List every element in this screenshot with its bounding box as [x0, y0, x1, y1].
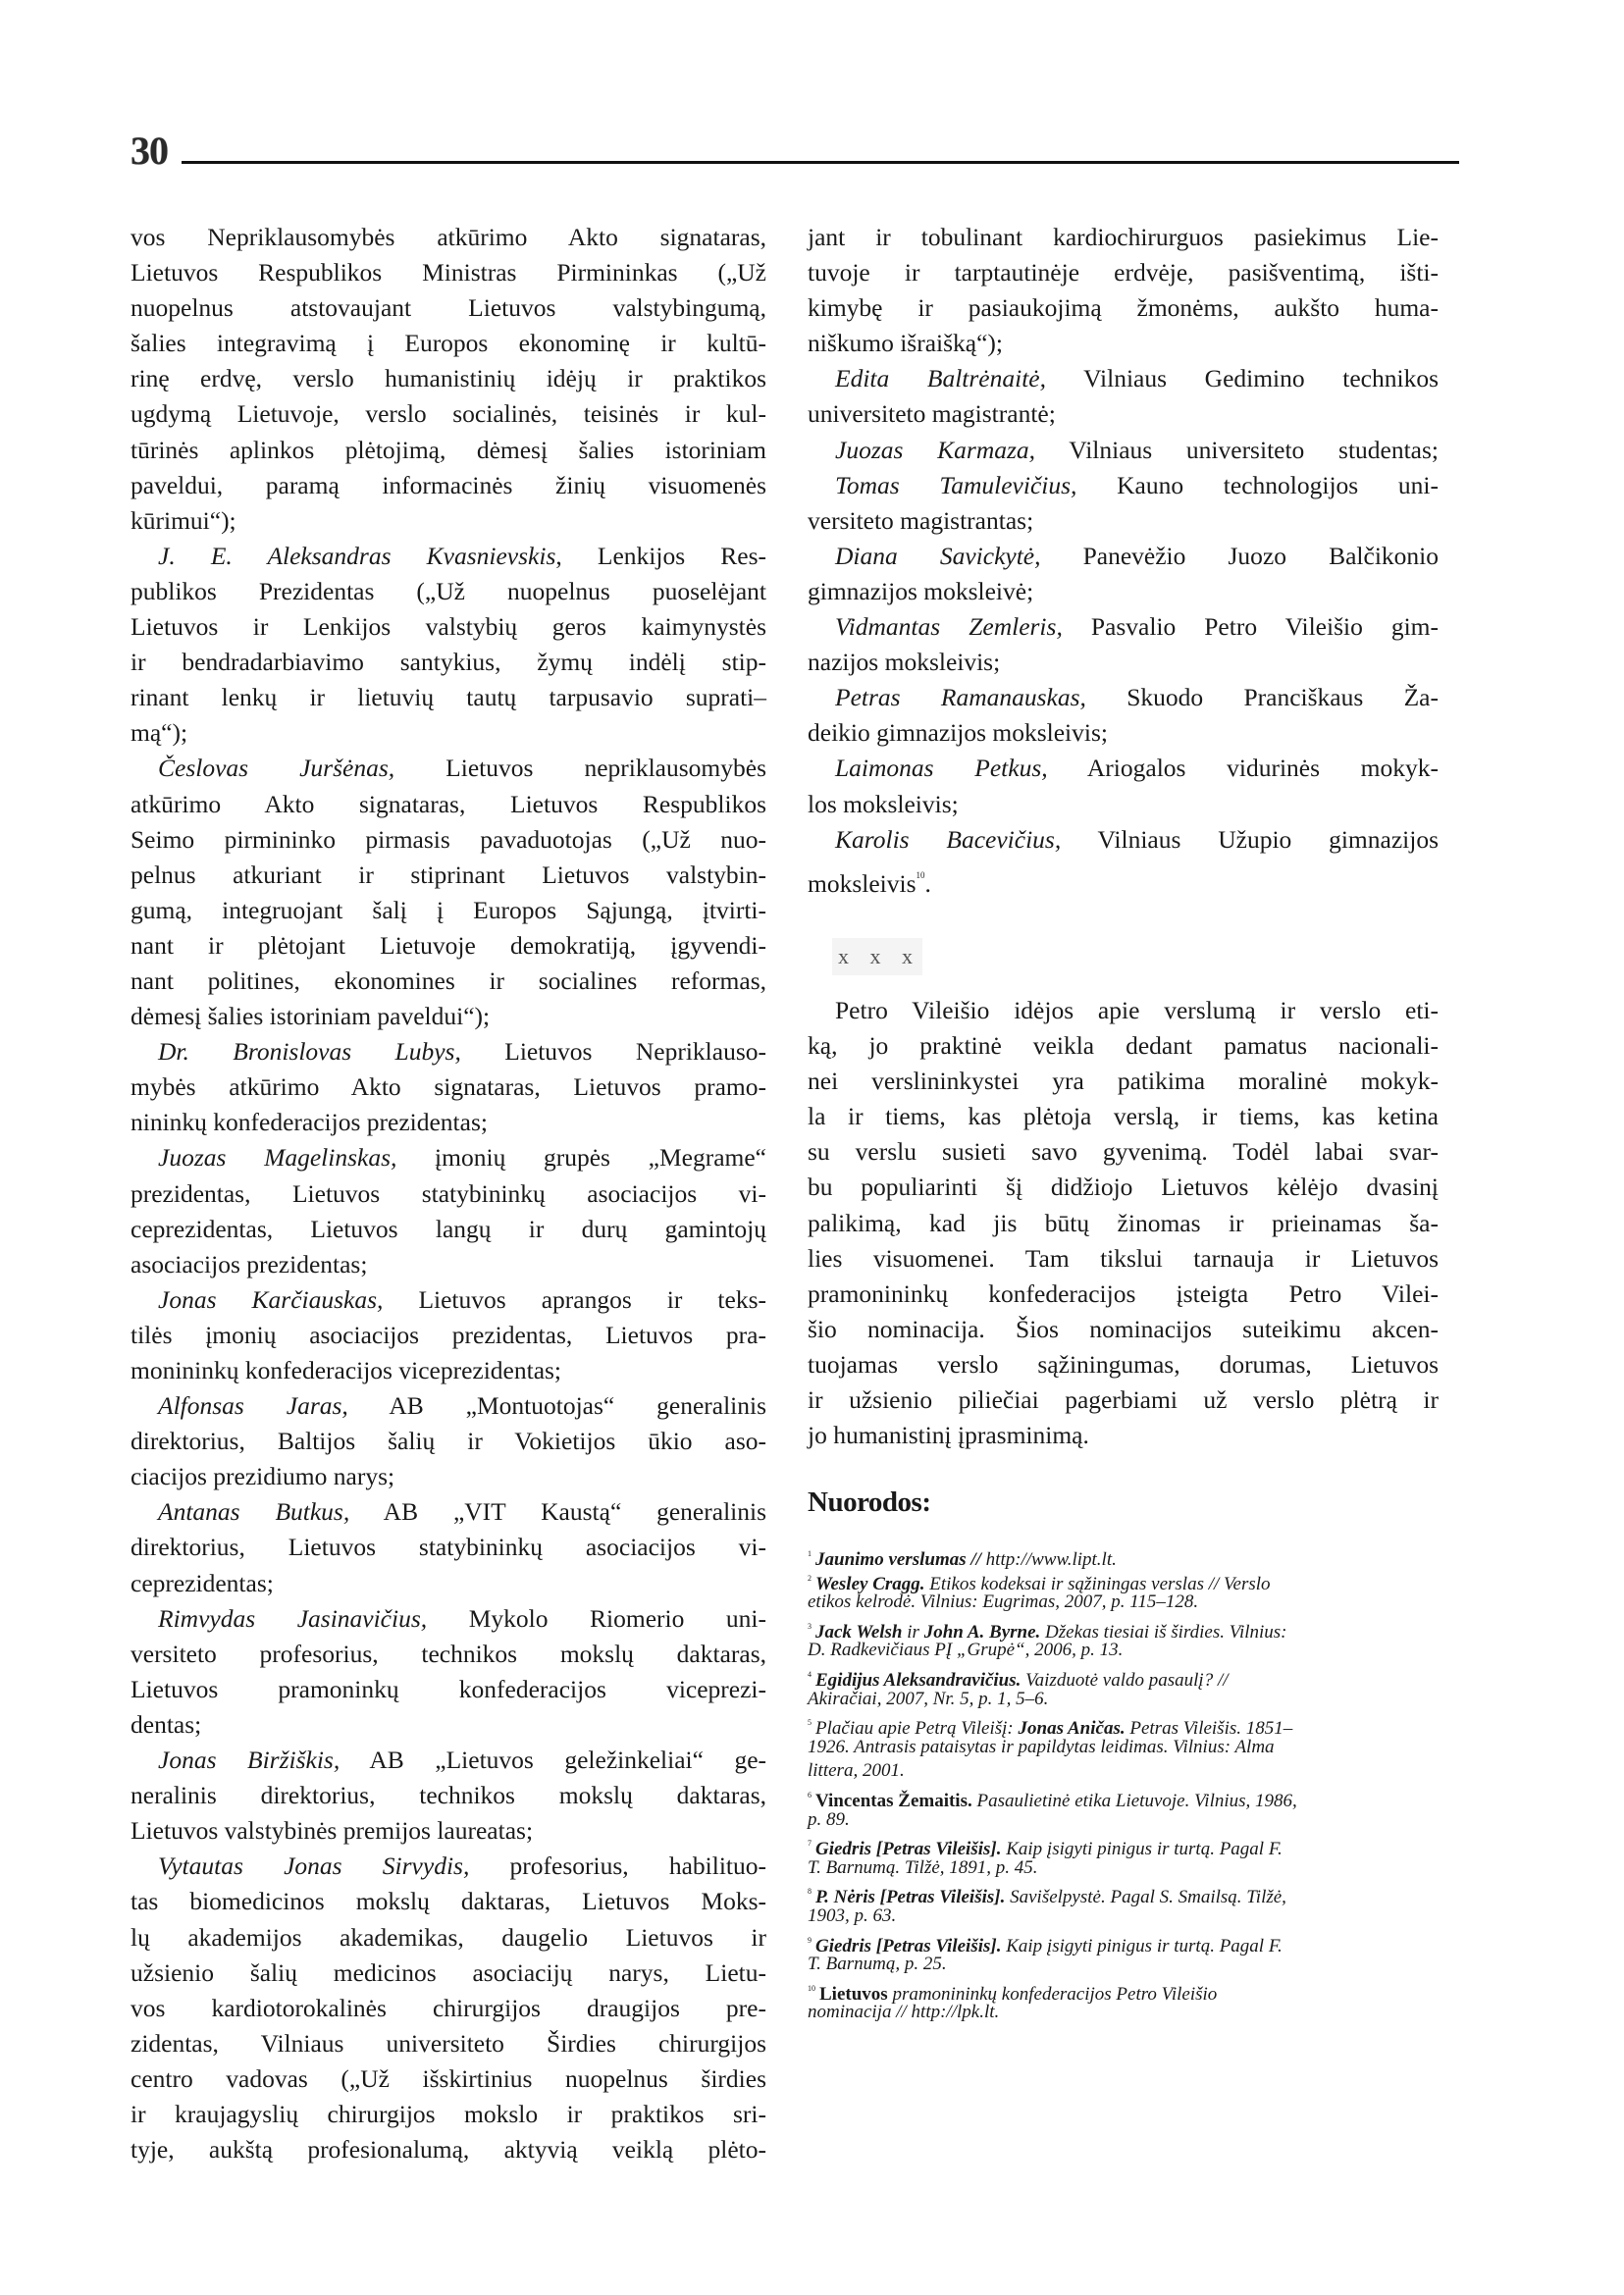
reference-text: p. 89. [808, 1808, 850, 1830]
reference-author: Giedris [Petras Vileišis]. [815, 1839, 1002, 1860]
line-text: direktorius, Baltijos šalių ir Vokietijos ūkio aso- [131, 1427, 766, 1456]
line-text: niškumo išraišką“); [808, 329, 1004, 358]
text-line [131, 751, 766, 786]
line-text: atkūrimo Akto signataras, Lietuvos Respublikos [131, 789, 766, 818]
reference-text: Džekas tiesiai iš širdies. Vilnius: [1040, 1621, 1287, 1643]
reference-line [808, 1856, 1436, 1881]
line-text: moksleivis [808, 868, 917, 898]
reference-author: Wesley Cragg. [815, 1573, 925, 1594]
text-line [808, 396, 1439, 432]
line-text: kimybę ir pasiaukojimą žmonėms, aukšto huma- [808, 293, 1439, 323]
person-name: Vidmantas Zemleris, [835, 612, 1063, 642]
reference-line [808, 1567, 1436, 1594]
line-text: nei verslininkystei yra patikima moralinė mokyk- [808, 1067, 1439, 1096]
line-text: ceprezidentas; [131, 1568, 274, 1597]
reference-text: T. Barnumą, p. 25. [808, 1954, 947, 1975]
text-line [808, 1241, 1439, 1277]
text-line [808, 290, 1439, 326]
reference-number: 8 [808, 1887, 812, 1897]
text-line [131, 999, 766, 1034]
text-line [808, 1206, 1439, 1241]
person-name: Diana Savickytė, [835, 541, 1041, 570]
text-line [131, 433, 766, 468]
line-text: Ariogalos vidurinės mokyk- [1047, 754, 1440, 783]
line-text: tuvoje ir tarptautinėje erdvėje, pasišventimą, išti- [808, 258, 1439, 287]
line-text: asociacijos prezidentas; [131, 1249, 368, 1278]
text-line [131, 503, 766, 539]
text-line [808, 1277, 1439, 1312]
text-line [131, 787, 766, 822]
line-text: Mykolo Riomerio uni- [427, 1603, 766, 1633]
line-text: neralinis direktorius, technikos mokslų daktaras, [131, 1781, 766, 1810]
text-line [131, 680, 766, 715]
reference-author: Egidijus Aleksandravičius. [815, 1669, 1022, 1691]
line-text: Panevėžio Juozo Balčikonio [1040, 541, 1439, 570]
line-text: nuopelnus atstovaujant Lietuvos valstybingumą, [131, 293, 766, 323]
person-name: Jonas Biržiškis, [158, 1746, 341, 1775]
line-text: su verslu susieti savo gyvenimą. Todėl labai svar- [808, 1137, 1439, 1167]
reference-author: P. Nėris [Petras Vileišis]. [815, 1887, 1006, 1908]
text-line [131, 1991, 766, 2026]
text-line [808, 1312, 1439, 1347]
line-text: nininkų konfederacijos prezidentas; [131, 1108, 488, 1137]
reference-author: Giedris [Petras Vileišis]. [815, 1935, 1002, 1956]
line-text: tūrinės aplinkos plėtojimą, dėmesį šalies istoriniam [131, 435, 766, 464]
line-text: Lietuvos pramoninkų konfederacijos viceprezi- [131, 1674, 766, 1703]
text-line [131, 2132, 766, 2167]
line-text: deikio gimnazijos moksleivis; [808, 718, 1108, 748]
reference-text: 1903, p. 63. [808, 1904, 897, 1926]
line-text: Petro Vileišio idėjos apie verslumą ir verslo eti- [835, 996, 1439, 1024]
text-line [808, 1347, 1439, 1382]
text-line [808, 255, 1439, 290]
person-name: Laimonas Petkus, [835, 754, 1048, 783]
line-text: jant ir tobulinant kardiochirurguos pasiekimus Lie- [808, 223, 1439, 251]
text-line [131, 1247, 766, 1282]
person-name: Juozas Karmaza, [835, 435, 1036, 464]
references-heading: Nuorodos: [808, 1487, 931, 1518]
text-line [131, 1778, 766, 1813]
line-text: gimnazijos moksleivė; [808, 576, 1034, 605]
line-text: gumą, integruojant šalį į Europos Sąjungą, įtvirti- [131, 895, 766, 924]
line-text: vos kardiotorokalinės chirurgijos draugijos pre- [131, 1993, 766, 2022]
line-text: AB „Montuotojas“ generalinis [347, 1391, 767, 1421]
line-text: ugdymą Lietuvoje, verslo socialinės, teisinės ir kul- [131, 399, 766, 429]
text-line [131, 1707, 766, 1743]
reference-number: 6 [808, 1790, 812, 1799]
text-line [131, 893, 766, 928]
line-text: ir užsienio piliečiai pagerbiami už verslo plėtrą ir [808, 1385, 1439, 1415]
text-line [808, 539, 1439, 574]
line-text: ir bendradarbiavimo santykius, žymų indėlį stip- [131, 648, 766, 677]
text-line [131, 609, 766, 645]
reference-line [808, 1977, 1436, 2005]
reference-text: Akiračiai, 2007, Nr. 5, p. 1, 5–6. [808, 1688, 1049, 1709]
person-name: Dr. Bronislovas Lubys, [158, 1037, 461, 1067]
text-line [131, 220, 766, 255]
reference-text: littera, 2001. [808, 1760, 905, 1782]
text-line [131, 715, 766, 751]
line-text: kūrimui“); [131, 505, 236, 535]
text-line [131, 1743, 766, 1778]
reference-text: ir [902, 1621, 924, 1643]
line-text: Lietuvos aprangos ir teks- [383, 1284, 766, 1314]
line-text: Lietuvos Nepriklauso- [460, 1037, 766, 1067]
text-line [131, 1566, 766, 1601]
line-text: mybės atkūrimo Akto signataras, Lietuvos pramo- [131, 1072, 766, 1102]
text-line [131, 1459, 766, 1494]
text-line [808, 574, 1439, 609]
line-text: ciacijos prezidiumo narys; [131, 1462, 395, 1491]
text-line [131, 1813, 766, 1849]
text-line [131, 822, 766, 858]
line-text: Lietuvos valstybinės premijos laureatas; [131, 1816, 534, 1846]
reference-number: 7 [808, 1839, 812, 1849]
text-line [131, 468, 766, 503]
text-line [808, 433, 1439, 468]
text-line [131, 2061, 766, 2097]
line-text: tas biomedicinos mokslų daktaras, Lietuvos Moks- [131, 1887, 766, 1916]
line-text: Kauno technologijos uni- [1076, 470, 1439, 499]
reference-author: Jaunimo verslumas // [815, 1549, 981, 1570]
reference-text: T. Barnumą. Tilžė, 1891, p. 45. [808, 1856, 1038, 1878]
text-line [131, 1849, 766, 1884]
text-line [131, 574, 766, 609]
text-line [131, 2097, 766, 2132]
section-separator: x x x [832, 938, 922, 975]
line-text: šio nominacija. Šios nominacijos suteikimu akcen- [808, 1314, 1439, 1343]
line-text: AB „Lietuvos geležinkeliai“ ge- [340, 1746, 766, 1775]
text-line [131, 645, 766, 680]
text-line [131, 1530, 766, 1565]
text-line [131, 1672, 766, 1707]
page-number: 30 [131, 129, 168, 173]
reference-number: 4 [808, 1669, 812, 1679]
reference-line [808, 1663, 1436, 1691]
text-line [808, 361, 1439, 396]
line-text: dėmesį šalies istoriniam paveldui“); [131, 1002, 491, 1031]
reference-line [808, 1542, 1436, 1570]
line-text: lies visuomenei. Tam tikslui tarnauja ir Lietuvos [808, 1243, 1439, 1273]
line-text: nazijos moksleivis; [808, 648, 1001, 677]
text-line [808, 468, 1439, 503]
reference-text: etikos kelrodė. Vilnius: Eugrimas, 2007, p. 115–128. [808, 1591, 1199, 1613]
line-text: AB „VIT Kaustą“ generalinis [349, 1497, 766, 1527]
line-text: profesorius, habilituo- [469, 1852, 767, 1881]
text-line [808, 1382, 1439, 1418]
text-line [131, 1105, 766, 1140]
text-line [808, 609, 1439, 645]
line-text: ceprezidentas, Lietuvos langų ir durų gamintojų [131, 1214, 766, 1243]
text-line [808, 1170, 1439, 1205]
line-text: įmonių grupės „Megrame“ [396, 1143, 767, 1173]
text-line [131, 1069, 766, 1105]
reference-text[interactable]: http://www.lipt.lt. [980, 1549, 1117, 1570]
reference-number: 3 [808, 1621, 812, 1631]
text-line [131, 1956, 766, 1991]
reference-line [808, 1639, 1436, 1663]
line-text: vos Nepriklausomybės atkūrimo Akto signataras, [131, 223, 766, 251]
reference-line [808, 1904, 1436, 1929]
text-line [131, 1176, 766, 1212]
text-line [808, 787, 1439, 822]
line-text: monininkų konfederacijos viceprezidentas; [131, 1356, 562, 1384]
right-column-honorees [808, 220, 1440, 898]
line-text: versiteto magistrantas; [808, 505, 1034, 535]
text-line [808, 220, 1439, 255]
reference-line [808, 1615, 1436, 1643]
line-text: Vilniaus universiteto studentas; [1035, 435, 1440, 464]
reference-line [808, 1736, 1436, 1760]
person-name: Tomas Tamulevičius, [835, 470, 1077, 499]
line-text: Skuodo Pranciškaus Ža- [1085, 683, 1439, 712]
text-line [808, 503, 1439, 539]
line-text: tuojamas verslo sąžiningumas, dorumas, Lietuvos [808, 1349, 1439, 1379]
line-text: ir kraujagyslių chirurgijos mokslo ir praktikos sri- [131, 2099, 766, 2128]
person-name: Juozas Magelinskas, [158, 1143, 397, 1173]
line-text: pramonininkų konfederacijos įsteigta Petro Vilei- [808, 1278, 1439, 1308]
text-line [131, 1282, 766, 1318]
text-line [131, 2026, 766, 2061]
text-line: moksleivis$^{10}$. [808, 868, 931, 898]
reference-line [808, 1808, 1436, 1833]
line-text: bu populiarinti šį didžiojo Lietuvos kėlėjo dvasinį [808, 1173, 1439, 1202]
reference-author: Vincentas Žemaitis. [815, 1790, 972, 1811]
footnote-marker[interactable]: 10 [916, 869, 925, 880]
reference-text: Vaizduotė valdo pasaulį? // [1021, 1669, 1229, 1691]
text-line [808, 1028, 1439, 1064]
text-line [808, 1418, 1439, 1453]
line-text: los moksleivis; [808, 789, 959, 818]
text-line [131, 1601, 766, 1637]
line-text: paveldui, paramą informacinės žinių visuomenės [131, 470, 766, 499]
line-text: šalies integravimą į Europos ekonominę ir kultū- [131, 329, 766, 358]
line-text: rinę erdvę, verslo humanistinių idėjų ir praktikos [131, 364, 766, 393]
text-line [808, 1064, 1439, 1099]
text-line [131, 396, 766, 432]
line-text: Lietuvos Respublikos Ministras Pirmininkas („Už [131, 258, 766, 287]
reference-author: Jack Welsh [815, 1621, 903, 1643]
text-line [131, 1637, 766, 1672]
line-text: nant politines, ekonomines ir socialines reformas, [131, 965, 766, 995]
person-name: Petras Ramanauskas, [835, 683, 1086, 712]
text-line [131, 290, 766, 326]
left-column [131, 220, 766, 2167]
text-line [131, 1353, 766, 1388]
text-line [131, 1388, 766, 1424]
line-text: direktorius, Lietuvos statybininkų asociacijos vi- [131, 1533, 766, 1562]
text-line [808, 326, 1439, 361]
reference-line [808, 1880, 1436, 1908]
header-rule [182, 161, 1459, 164]
reference-line [808, 1929, 1436, 1954]
text-line [808, 680, 1439, 715]
line-text: pelnus atkuriant ir stiprinant Lietuvos valstybin- [131, 860, 766, 889]
line-text: , Lenkijos Res- [555, 541, 766, 570]
line-text: ką, jo praktinė veikla dedant pamatus nacionali- [808, 1031, 1439, 1061]
person-name: Česlovas Juršėnas, [158, 754, 395, 783]
reference-line [808, 1759, 1436, 1784]
line-text: Vilniaus Užupio gimnazijos [1061, 824, 1439, 854]
text-line [131, 858, 766, 893]
reference-text: pramonininkų konfederacijos Petro Vileišio [887, 1983, 1218, 2005]
reference-line [808, 1832, 1436, 1860]
text-line [131, 1424, 766, 1459]
text-line [808, 751, 1439, 786]
reference-text: Kaip įsigyti pinigus ir turtą. Pagal F. [1001, 1935, 1283, 1956]
text-line [131, 964, 766, 999]
text-line [131, 255, 766, 290]
reference-number: 9 [808, 1935, 812, 1945]
reference-text[interactable]: nominacija // http://lpk.lt. [808, 2002, 1000, 2023]
reference-text: Etikos kodeksai ir sąžiningas verslas // Verslo [924, 1573, 1271, 1594]
text-line [131, 1318, 766, 1353]
reference-author: John A. Byrne. [923, 1621, 1041, 1643]
person-name: Karolis Bacevičius, [835, 824, 1062, 854]
reference-author: Lietuvos [819, 1983, 888, 2005]
reference-text: Pasaulietinė etika Lietuvoje. Vilnius, 1986, [971, 1790, 1297, 1811]
line-text: centro vadovas („Už išskirtinius nuopelnus širdies [131, 2063, 766, 2093]
reference-number: 2 [808, 1573, 812, 1583]
reference-number: 5 [808, 1718, 812, 1728]
text-line [131, 1494, 766, 1530]
person-name: Antanas Butkus, [158, 1497, 350, 1527]
line-text: tyje, aukštą profesionalumą, aktyvią veiklą plėto- [131, 2135, 766, 2165]
text-line [131, 1034, 766, 1069]
text-line [131, 1140, 766, 1175]
reference-line [808, 1711, 1436, 1740]
essay-paragraph [808, 993, 1439, 1453]
line-text: la ir tiems, kas plėtoja verslą, ir tiems, kas ketina [808, 1102, 1439, 1131]
person-name: Jonas Karčiauskas, [158, 1284, 384, 1314]
line-text: Seimo pirmininko pirmasis pavaduotojas („Už nuo- [131, 824, 766, 854]
reference-number: 10 [808, 1983, 815, 1993]
reference-line [808, 1591, 1436, 1615]
text-line [131, 1920, 766, 1956]
line-text: versiteto profesorius, technikos mokslų daktaras, [131, 1639, 766, 1668]
text-line [131, 1212, 766, 1247]
text-line [808, 1134, 1439, 1170]
line-text: mą“); [131, 718, 188, 748]
reference-text: Savišelpystė. Pagal S. Smailsą. Tilžė, [1005, 1887, 1286, 1908]
line-text: lų akademijos akademikas, daugelio Lietuvos ir [131, 1922, 766, 1952]
reference-text: Petras Vileišis. 1851– [1125, 1718, 1293, 1740]
reference-line [808, 1784, 1436, 1811]
text-line [131, 928, 766, 964]
line-text: dentas; [131, 1709, 202, 1739]
line-text: Lietuvos nepriklausomybės [394, 754, 766, 783]
line-text: nant ir plėtojant Lietuvoje demokratiją, įgyvendi- [131, 930, 766, 960]
text-line [808, 1099, 1439, 1134]
text-line [808, 822, 1439, 858]
person-name: Alfonsas Jaras, [158, 1391, 348, 1421]
line-text: prezidentas, Lietuvos statybininkų asociacijos vi- [131, 1178, 766, 1208]
line-text: palikimą, kad jis būtų žinomas ir prieinamas ša- [808, 1208, 1439, 1237]
reference-text: Kaip įsigyti pinigus ir turtą. Pagal F. [1001, 1839, 1283, 1860]
text-line [808, 715, 1439, 751]
reference-number: 1 [808, 1549, 812, 1558]
line-text: Pasvalio Petro Vileišio gim- [1062, 612, 1439, 642]
text-line [131, 361, 766, 396]
text-line [808, 645, 1439, 680]
line-text: užsienio šalių medicinos asociacijų narys, Lietu- [131, 1957, 766, 1987]
reference-text: Plačiau apie Petrą Vileišį: [815, 1718, 1019, 1740]
text-line [131, 539, 766, 574]
text-line [808, 993, 1439, 1028]
person-name: J. E. Aleksandras Kvasnievskis [158, 541, 556, 570]
line-text: tilės įmonių asociacijos prezidentas, Lietuvos pra- [131, 1320, 766, 1349]
line-text: rinant lenkų ir lietuvių tautų tarpusavio suprati– [131, 683, 766, 712]
line-text: Vilniaus Gedimino technikos [1045, 364, 1439, 393]
line-text: zidentas, Vilniaus universiteto Širdies chirurgijos [131, 2028, 766, 2058]
reference-line [808, 1688, 1436, 1712]
reference-text: 1926. Antrasis pataisytas ir papildytas leidimas. Vilnius: Alma [808, 1736, 1275, 1757]
line-text: jo humanistinį įprasminimą. [808, 1421, 1089, 1450]
text-line [131, 1884, 766, 1919]
person-name: Vytautas Jonas Sirvydis, [158, 1852, 470, 1881]
line-text: publikos Prezidentas („Už nuopelnus puoselėjant [131, 576, 766, 605]
text-line [131, 326, 766, 361]
references-list [808, 1542, 1436, 2025]
line-text: Lietuvos ir Lenkijos valstybių geros kaimynystės [131, 612, 766, 642]
person-name: Edita Baltrėnaitė, [835, 364, 1046, 393]
line-text: universiteto magistrantė; [808, 399, 1056, 429]
reference-text: D. Radkevičiaus PĮ „Grupė“, 2006, p. 13. [808, 1640, 1124, 1661]
person-name: Rimvydas Jasinavičius, [158, 1603, 428, 1633]
reference-author: Jonas Aničas. [1018, 1718, 1126, 1740]
